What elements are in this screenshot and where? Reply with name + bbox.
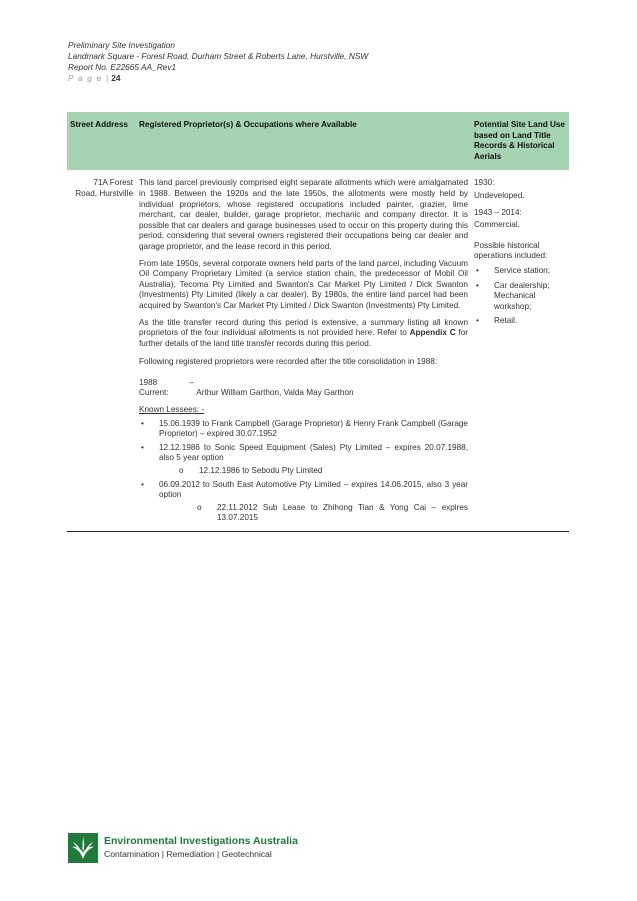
paragraph-consolidation: Following registered proprietors were recorded after the title consolidation in 1988: bbox=[139, 357, 438, 367]
paragraph-appendix: As the title transfer record during this period is extensive, a summary listing all known proprietors of the four individual allotments is not provided here. Refer to Appendix C for further details of the land title transfer records during this period. bbox=[139, 317, 468, 348]
cell-land-use: 1930: Undeveloped. 1943 – 2014: Commercial. Possible historical operations included: • Service station; • Car dealership; Mechanical workshop; • Retail. bbox=[471, 170, 569, 531]
header-land-use: Potential Site Land Use based on Land Title Records & Historical Aerials bbox=[471, 112, 569, 170]
list-item: • Service station; bbox=[474, 266, 566, 277]
appendix-reference: Appendix C bbox=[409, 328, 456, 338]
page-number: 24 bbox=[111, 73, 121, 83]
land-title-table bbox=[67, 112, 569, 532]
lessees-heading: Known Lessees: - bbox=[139, 405, 205, 415]
leaf-logo-icon bbox=[68, 833, 98, 863]
list-item: • Retail. bbox=[474, 316, 566, 327]
list-item: • 12.12.1986 to Sonic Speed Equipment (Sales) Pty Limited – expires 20.07.1988, also 5 year option o 12.12.1986 to Sebodu Pty Limited bbox=[139, 443, 468, 477]
cell-address: 71A Forest Road, Hurstville bbox=[67, 170, 136, 531]
lessee-list bbox=[139, 419, 468, 524]
company-tagline: Contamination | Remediation | Geotechnical bbox=[104, 849, 272, 859]
report-title: Preliminary Site Investigation bbox=[68, 40, 175, 50]
table-header-row bbox=[67, 112, 569, 170]
list-item: • 06.09.2012 to South East Automotive Pty Limited – expires 14.06.2015, also 3 year option o 22.11.2012 Sub Lease to Zhihong Tian & Yong Cai – expires 13.07.2015 bbox=[139, 480, 468, 524]
current-proprietors: 1988 – Current: Arthur William Garthon, Valda May Garthon bbox=[139, 377, 354, 398]
page-indicator bbox=[68, 73, 368, 84]
project-name: Landmark Square - Forest Road, Durham Street & Roberts Lane, Hurstville, NSW bbox=[68, 51, 369, 61]
operations-list bbox=[474, 266, 566, 327]
sub-list-item: o 22.11.2012 Sub Lease to Zhihong Tian & Yong Cai – expires 13.07.2015 bbox=[197, 502, 468, 523]
sub-list-item: o 12.12.1986 to Sebodu Pty Limited bbox=[179, 466, 323, 476]
paragraph-history: This land parcel previously comprised eight separate allotments which were amalgamated in 1988. Between the 1920s and the late 1950s, the allotments were mostly held by individual proprietors, whose registered occupations included painter, grazier, lime merchant, car dealer, builder, garage proprietor, mechanic and company director. It is possible that car dealers and garage businesses used to occur on this property during this period, considering that several owners registered their occupations being car dealer and garage proprietor, and the lease record in this period. bbox=[139, 178, 468, 251]
report-number: Report No. E22665 AA_Rev1 bbox=[68, 62, 177, 72]
cell-proprietors bbox=[136, 170, 471, 531]
list-item: • Car dealership; Mechanical workshop; bbox=[474, 281, 566, 313]
paragraph-corporate: From late 1950s, several corporate owners held parts of the land parcel, including Vacuum Oil Company Proprietary Limited (a service station chain, the predecessor of Mobil Oil Australia), Tecoma Pty Limited and Swanton's Car Market Pty Limited / Dick Swanton (Investments) Pty Limited (likely a car dealer). By 1980s, the entire land parcel had been acquired by Swanton's Car Market Pty Limited / Dick Swanton (Investments) Pty Limited. bbox=[139, 258, 468, 310]
header-proprietors: Registered Proprietor(s) & Occupations where Available bbox=[136, 112, 471, 170]
company-name: Environmental Investigations Australia bbox=[104, 835, 298, 847]
list-item: • 15.06.1939 to Frank Campbell (Garage Proprietor) & Henry Frank Campbell (Garage Proprietor) – expired 30.07.1952 bbox=[139, 419, 468, 440]
page-label: P a g e | bbox=[68, 73, 110, 83]
table-row bbox=[67, 170, 569, 531]
page-header bbox=[68, 40, 368, 84]
header-street-address: Street Address bbox=[67, 112, 136, 170]
